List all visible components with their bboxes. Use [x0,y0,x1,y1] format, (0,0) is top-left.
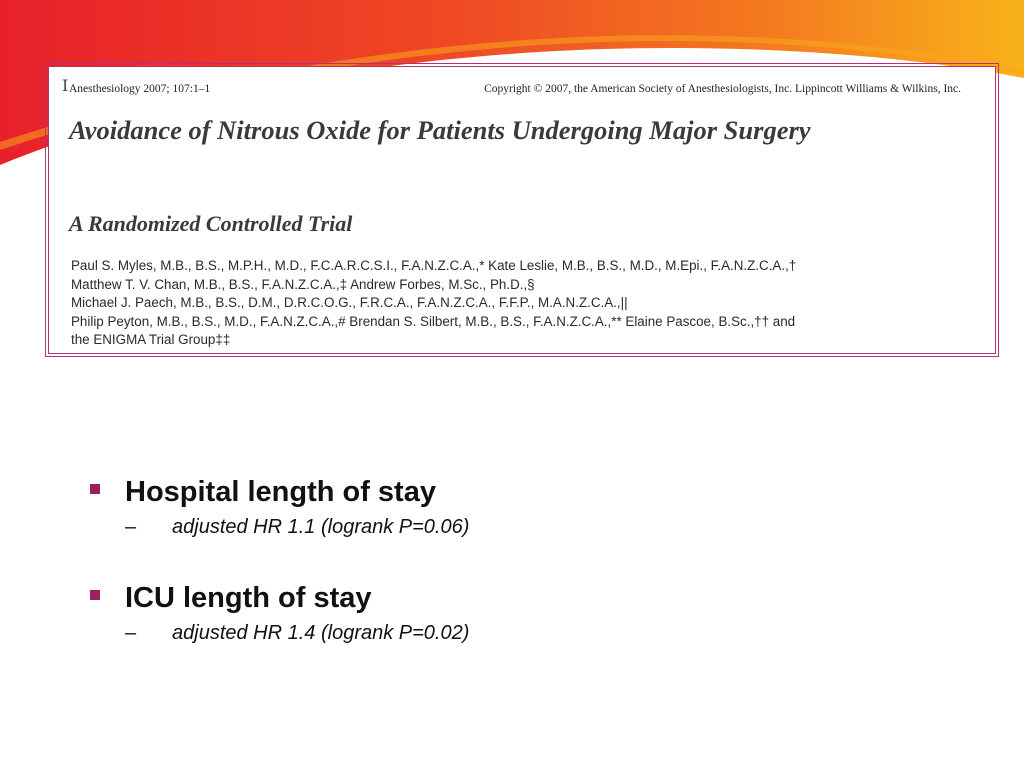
sub-bullet-text: adjusted HR 1.4 (logrank P=0.02) [172,622,470,644]
author-line: the ENIGMA Trial Group‡‡ [71,332,231,348]
bullet-item [90,578,970,646]
article-subtitle: A Randomized Controlled Trial [69,211,353,236]
bullet-list [90,472,970,646]
text-cursor-icon: I [62,76,69,95]
copyright-notice: Copyright © 2007, the American Society of Anesthesiologists, Inc. Lippincott Williams & Wilkins, Inc. [484,83,961,95]
article-title: Avoidance of Nitrous Oxide for Patients Undergoing Major Surgery [69,115,811,145]
sub-bullet-item [125,620,970,646]
bullet-text: ICU length of stay [125,582,372,614]
bullet-item [90,472,970,540]
journal-reference: Anesthesiology 2007; 107:1–1 [69,83,211,95]
sub-bullet-item [125,514,970,540]
author-line: Matthew T. V. Chan, M.B., B.S., F.A.N.Z.C.A.,‡ Andrew Forbes, M.Sc., Ph.D.,§ [71,276,535,292]
dash-marker: – [125,622,137,644]
dash-marker: – [125,516,137,538]
square-bullet-icon [90,590,100,600]
author-list [71,257,981,350]
square-bullet-icon [90,484,100,494]
author-line: Paul S. Myles, M.B., B.S., M.P.H., M.D., F.C.A.R.C.S.I., F.A.N.Z.C.A.,* Kate Leslie, M.B., B.S., M.D., M.Epi., F.A.N.Z.C.A.,† [71,258,797,273]
sub-bullet-text: adjusted HR 1.1 (logrank P=0.06) [172,516,470,538]
author-line: Philip Peyton, M.B., B.S., M.D., F.A.N.Z.C.A.,# Brendan S. Silbert, M.B., B.S., F.A.N.Z.C.A.,** Elaine Pascoe, B.Sc.,†† and [71,313,796,329]
article-header-image [48,66,996,354]
bullet-text: Hospital length of stay [125,476,436,508]
author-line: Michael J. Paech, M.B., B.S., D.M., D.R.C.O.G., F.R.C.A., F.A.N.Z.C.A., F.F.P., M.A.N.Z.C.A.,|| [71,295,628,311]
